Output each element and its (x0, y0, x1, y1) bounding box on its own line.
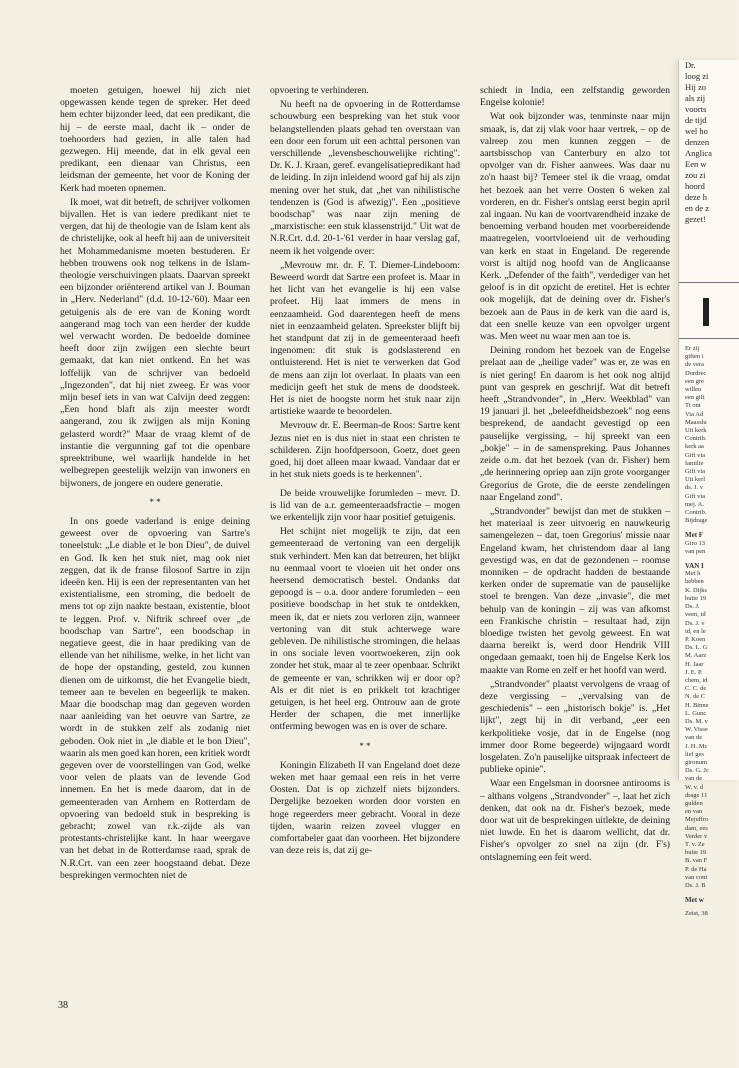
strip-line: familie (685, 459, 704, 467)
strip-line: J. E. P. (685, 668, 703, 676)
strip-line: gulden (685, 799, 703, 807)
strip-line: willen (685, 386, 702, 394)
strip-line: Ds. L. G (685, 644, 708, 652)
divider (679, 338, 739, 339)
strip-line: van pen (685, 547, 706, 555)
strip-line: van de (685, 734, 703, 742)
strip-line: de vera (685, 361, 704, 369)
strip-line: Gift via (685, 468, 706, 476)
strip-line: Bijdrage (685, 517, 708, 525)
divider (679, 282, 739, 283)
paragraph: „Strandvonder" plaatst vervolgens de vraag of deze vergissing – „vervalsing van de geschiedenis" – een „historisch bokje" is. „Het lijkt", zegt hij in dit verband, „eer een kerkpolitieke vosje, dat in de Engelse (nog immer door Rome begeerde) wijngaard wordt losgelaten. Zo'n pauselijke uitspraak infecteert de publieke opinie". (480, 678, 670, 776)
strip-line: Ds. J. v (685, 619, 705, 627)
strip-line: Mejuffro (685, 816, 709, 824)
strip-line: L. Gunc (685, 709, 707, 717)
strip-line: C. C. de (685, 685, 707, 693)
adjacent-page-text-bottom (685, 345, 739, 919)
heading-initial (703, 298, 709, 326)
strip-line: Dr. (685, 60, 696, 70)
strip-line: kerk aa (685, 443, 704, 451)
strip-line: voorts (685, 104, 707, 114)
strip-line: Met w (685, 896, 704, 905)
strip-line: hebben (685, 578, 704, 586)
article-column-2 (270, 85, 460, 859)
strip-line: veen, id (685, 611, 706, 619)
strip-line: drage 11 (685, 791, 708, 799)
article-column-3 (480, 85, 670, 866)
strip-line: gironum (685, 758, 708, 766)
strip-line: Met h (685, 570, 701, 578)
paragraph: Nu heeft na de opvoering in de Rotterdamse schouwburg een bespreking van het stuk voor belangstellenden plaats gehad ten overstaan van een door een forum uit een achttal personen van verschillende „levensbeschouwelijke richting". Dr. K. J. Kraan, geref. evangelisatiepredikant had de leiding. In zijn inleidend woord gaf hij als zijn mening over het stuk, dat „het van nihilistische tendenzen is (God is afwezig)". Een „positieve boodschap" was naar zijn mening de „marxistische: een stuk klassenstrijd." Uit wat de N.R.Crt. d.d. 20-1-'61 verder in haar verslag gaf, neem ik het volgende over: (270, 99, 460, 257)
strip-line: Ds. J. (685, 603, 700, 611)
strip-line: Zeist, 38 (685, 910, 708, 918)
adjacent-page-text-top (685, 60, 739, 225)
strip-line: Via Ad (685, 410, 704, 418)
strip-line: Ds. G. Jc (685, 767, 709, 775)
strip-line: Er zij (685, 345, 700, 352)
strip-line: N. de C (685, 693, 706, 701)
strip-line: Verder v (685, 832, 708, 840)
strip-line: een gift (685, 394, 705, 402)
strip-line: Ds. M. v (685, 717, 708, 725)
strip-line: H. Binne (685, 701, 709, 709)
strip-line: giften i (685, 353, 704, 361)
strip-line: Contrib. (685, 435, 707, 443)
strip-line: lief ges (685, 750, 704, 758)
paragraph: moeten getuigen, hoewel hij zich niet opgewassen kende tegen de spreker. Het deed hem echter bijzonder leed, dat een predikant, die hij – de eerste maal, dacht ik – onder de toehoorders had gezien, in alle talen had gezwegen. Hij meende, dat in elk geval een predikant, een dienaar van Christus, een leidsman der gemeente, het voor de Koning der Kerk had moeten opnemen. (60, 85, 250, 194)
strip-line: H. Jaar (685, 660, 704, 668)
strip-line: Maasslu (685, 418, 707, 426)
strip-line: K. Dijks (685, 586, 708, 594)
paragraph: „Strandvonder" bewijst dan met de stukken – het materiaal is zeer uitvoerig en nauwkeurig samengelezen – dat, toen Gregorius' missie naar Engeland kwam, het christendom daar al lang gevestigd was, en dat de gezondenen – roomse monniken – de opdracht hadden de bestaande kerken onder de suprematie van de pauselijke stoel te brengen. Van deze „invasie", die met behulp van de koningin – zij was van afkomst een Frankische christin – resultaat had, zijn bloedige twisten het gevolg geweest. En wat daarna bereikt is, werd door Hendrik VIII ongedaan gemaakt, toen hij de Engelse Kerk los maakte van Rome en zelf er het hoofd van werd. (480, 505, 670, 676)
strip-line: W. Visse (685, 726, 708, 734)
strip-line: Hij zo (685, 82, 707, 92)
strip-line: butie 19 (685, 849, 707, 857)
strip-line: Een w (685, 159, 707, 169)
strip-line: P. de Ha (685, 865, 707, 873)
paragraph: Deining rondom het bezoek van de Engelse prelaat aan de „heilige vader" was er, ze was en is niet gering! En daarom is het ook nog altijd punt van gesprek en geschrijf. Wat dit betreft heeft „Strandvonder", in „Herv. Weekblad" van 19 januari jl. het „beleefdheidsbezoek" nog eens besprekend, de aandacht gevestigd op een pauselijke vergissing, – hij spreekt van een „bokje" – in de samenspreking. Paus Johannes zeide o.m. dat het bezoek (van dr. Fisher) hem „de herinnering opriep aan zijn grote voorganger Gregorius de Grote, die de eerste zendelingen naar Engeland zond". (480, 345, 670, 503)
strip-line: gezet! (685, 214, 706, 224)
strip-line: ds. J. v (685, 484, 704, 492)
section-separator: * * (149, 496, 161, 507)
strip-line: Giro 13 (685, 539, 706, 547)
page-number: 38 (58, 1000, 68, 1011)
strip-line: chem, id (685, 676, 708, 684)
strip-line: van de (685, 775, 703, 783)
adjacent-page-strip (678, 60, 739, 918)
paragraph: opvoering te verhinderen. (270, 85, 369, 96)
section-separator: * * (359, 740, 371, 751)
strip-line: een gre (685, 377, 704, 385)
strip-line: de tijd (685, 115, 707, 125)
strip-line: Tt ont (685, 402, 701, 410)
strip-line: wel ho (685, 126, 708, 136)
strip-line: Uit kerk (685, 427, 707, 435)
strip-line: Dordrec (685, 369, 707, 377)
strip-line: butie 19 (685, 594, 707, 602)
paragraph: In ons goede vaderland is enige deining geweest over de opvoering van Sartre's toneelstuk: „Le diable et le bon Dieu", de duivel en God. Ik ken het stuk niet, mag ook niet zeggen, dat ik de franse filosoof Sartre in zijn ideeën ken. Hij is een der representanten van het existentialisme, een stroming, die bedoelt de mens tot op zijn naakte bestaan, existentie, bloot te leggen. Prof. v. Niftrik schreef over „de boodschap van Sartre", een boodschap in negatieve geest, die in haar prediking van de ellende van het nihilisme, welke, in het licht van de hope der opstanding, gesteld, zou kunnen dienen om de uitkomst, die het Evangelie biedt, temeer aan te bevelen en begeerlijk te maken. Maar die boodschap mag dan gegeven worden naar aanleiding van het oeuvre van Sartre, ze wordt in de stukken zelf als zodanig niet geboden. Ook niet in „le diable et le bon Dieu", waarin als men goed kan horen, een kritiek wordt gegeven over de voorstellingen van God, welke voor velen de plaats van de levende God innemen. En het is mede daarom, dat in de gemeenteraden van Arnhem en Rotterdam de opvoering van bedoeld stuk in bespreking is gebracht; zowel van r.k.-zijde als van protestants-christelijke kant. In haar weergave van het debat in de Rotterdamse raad, sprak de N.R.Crt. van een zeer hoogstaand debat. Deze besprekingen vermochten niet de (60, 515, 250, 881)
article-column-1 (60, 85, 250, 884)
strip-line: Gift via (685, 492, 706, 500)
paragraph: Wat ook bijzonder was, tenminste naar mijn smaak, is, dat zij vlak voor haar vertrek, – op de valreep zou men kunnen zeggen – de aartsbisschop van Canterbury en alzo tot opvolger van dr. Fisher aanwees. Was daar nu zo'n haast bij? Temeer stel ik die vraag, omdat het bezoek aan het verre Oosten 6 weken zal vorderen, en dr. Fisher's ontslag eerst begin april zal ingaan. Nu kan de voortvarendheid inzake de benoeming verband houden met voorbereidende maatregelen, voortvloeiend uit de verhouding van kerk en staat in Engeland. De regerende vorst is altijd nog hoofd van de Anglicaanse Kerk. „Defender of the faith", verdediger van het geloof is in dit opzicht de eretitel. Het is echter ook mogelijk, dat de deining over dr. Fisher's bezoek aan de Paus in de kerk van die aard is, dat een snelle keuze van een opvolger urgent was. Men weet nu waar men aan toe is. (480, 111, 670, 343)
strip-line: M. Aarz (685, 652, 707, 660)
strip-line: Gift via (685, 451, 706, 459)
strip-line: en van (685, 808, 703, 816)
paragraph: De beide vrouwelijke forumleden – mevr. D. is lid van de a.r. gemeenteraadsfractie – mogen we erkentelijk zijn voor haar positief getuigenis. (270, 487, 460, 523)
strip-line: van cont (685, 873, 708, 881)
paragraph: schiedt in India, een zelfstandig geworden Engelse kolonie! (480, 85, 670, 109)
strip-line: mej. A. (685, 500, 704, 508)
strip-line: Anglica (685, 148, 712, 158)
paragraph: Het schijnt niet mogelijk te zijn, dat een gemeenteraad de vertoning van een dergelijk stuk verhindert. Men kan dat betreuren, het blijkt nu eenmaal voort te vloeien uit het onder ons heersend democratisch bestel. Ondanks dat gepoogd is – o.a. door andere forumleden – een positieve boodschap in het stuk te ontdekken, meen ik, dat er niets zou verloren zijn, wanneer vertoning van dit stuk achterwege ware gebleven. De nihilistische stromingen, die helaas in ons sociale leven voortwoekeren, zijn ook zonder het stuk, maar al te zeer openbaar. Schrikt de gemeente er van, schrikken wij er door op? Als er dit niet is en prikkelt tot krachtiger getuigen, is het heel erg. Ontrouw aan de grote Herder der schapen, die met innerlijke ontferming bewogen was en is over de schare. (270, 526, 460, 733)
strip-line: denzen (685, 137, 710, 147)
paragraph: Ik moet, wat dit betreft, de schrijver volkomen bijvallen. Het is van iedere predikant niet te vergen, dat hij de theologie van de Islam kent als de christelijke, ook al heeft hij aan de universiteit het Mohammedanisme moeten bestuderen. Er hebben trouwens ook nog telkens in de Islam-theologie verschuivingen plaats. Daarvan spreekt een bijzonder oriënterend artikel van J. Bouman in „Herv. Nederland" (d.d. 10-12-'60). Maar een getuigenis als de ere van de Koning wordt aangerand mag toch van een herder der kudde wel verwacht worden. De bedoelde dominee heeft door zijn zwijgen een slechte beurt gemaakt, dat kan niet ontkend. En het was loffelijk van de schrijver van bedoeld „Ingezonden", dat hij niet zweeg. Er was voor mijn besef iets in van wat Calvijn deed zeggen: „Een hond blaft als zijn meester wordt aangerand, zou ik zwijgen als mijn Koning gelasterd wordt?" Maar de vraag klemt of de instantie die vergunning gaf tot die openbare spreektribune, wel waarlijk handelde in het welbegrepen geestelijk welzijn van inwoners en bijwoners, de jongere en oudere generatie. (60, 196, 250, 489)
strip-line: loog zi (685, 71, 709, 81)
strip-line: dam, ees (685, 824, 708, 832)
strip-line: id, en le (685, 627, 706, 635)
strip-line: deze h (685, 192, 707, 202)
strip-line: zou zi (685, 170, 706, 180)
strip-line: W. v. d (685, 783, 704, 791)
strip-line: als zij (685, 93, 706, 103)
quote-paragraph: Mevrouw dr. E. Beerman-de Roos: Sartre kent Jezus niet en is dus niet in staat een christen te schilderen. Zijn hoofdpersoon, Goetz, doet geen goed, hij doet alleen maar kwaad. Vandaar dat er in het stuk niets goeds is te herkennen". (270, 420, 460, 481)
strip-line: Ds. J. B (685, 882, 706, 889)
strip-line: J. H. Mc (685, 742, 708, 750)
strip-line: Uit kerl (685, 476, 706, 484)
strip-line: Met F (685, 531, 704, 540)
strip-line: T. v. Ze (685, 840, 705, 848)
strip-line: hoord (685, 181, 705, 191)
strip-line: Contrib. (685, 509, 707, 517)
strip-line: VAN I (685, 562, 704, 571)
strip-line: en de z (685, 203, 710, 213)
paragraph: Waar een Engelsman in doorsnee antirooms is – althans volgens „Strandvonder" –, laat het zich denken, dat ook na dr. Fisher's bezoek, mede door wat uit de besprekingen uitlekte, de deining niet luwde. En het is daarom wellicht, dat dr. Fisher's opvolger zo snel na zijn (dr. F's) ontslagneming een feit werd. (480, 778, 670, 863)
quote-paragraph: „Mevrouw mr. dr. F. T. Diemer-Lindeboom: Beweerd wordt dat Sartre een profeet is. Maar in het licht van het evangelie is hij een valse profeet. Hij laat immers de mens in eenzaamheid. God daarentegen heeft de mens niet in eenzaamheid gelaten. Spreekster blijft bij het standpunt dat zij in de gemeenteraad heeft ingenomen: dit stuk is godslasterend en ontluisterend. Het is niet te verwerken dat God de mens aan zijn lot overlaat. In plaats van een medicijn geeft het stuk de mens de doodsteek. Het is niet de hoogste norm het stuk naar zijn artistieke waarde te beoordelen. (270, 259, 460, 418)
strip-line: P. Koen (685, 635, 706, 643)
strip-line: B. van F (685, 857, 708, 865)
paragraph: Koningin Elizabeth II van Engeland doet deze weken met haar gemaal een reis in het verre Oosten. Dat is op zichzelf niets bijzonders. Dergelijke bezoeken worden door vorsten en hoge regeerders meer gebracht. Vooral in deze tijden, waarin reizen zoveel vlugger en comfortabeler gaat dan voorheen. Het bijzondere van deze reis is, dat zij ge- (270, 759, 460, 857)
